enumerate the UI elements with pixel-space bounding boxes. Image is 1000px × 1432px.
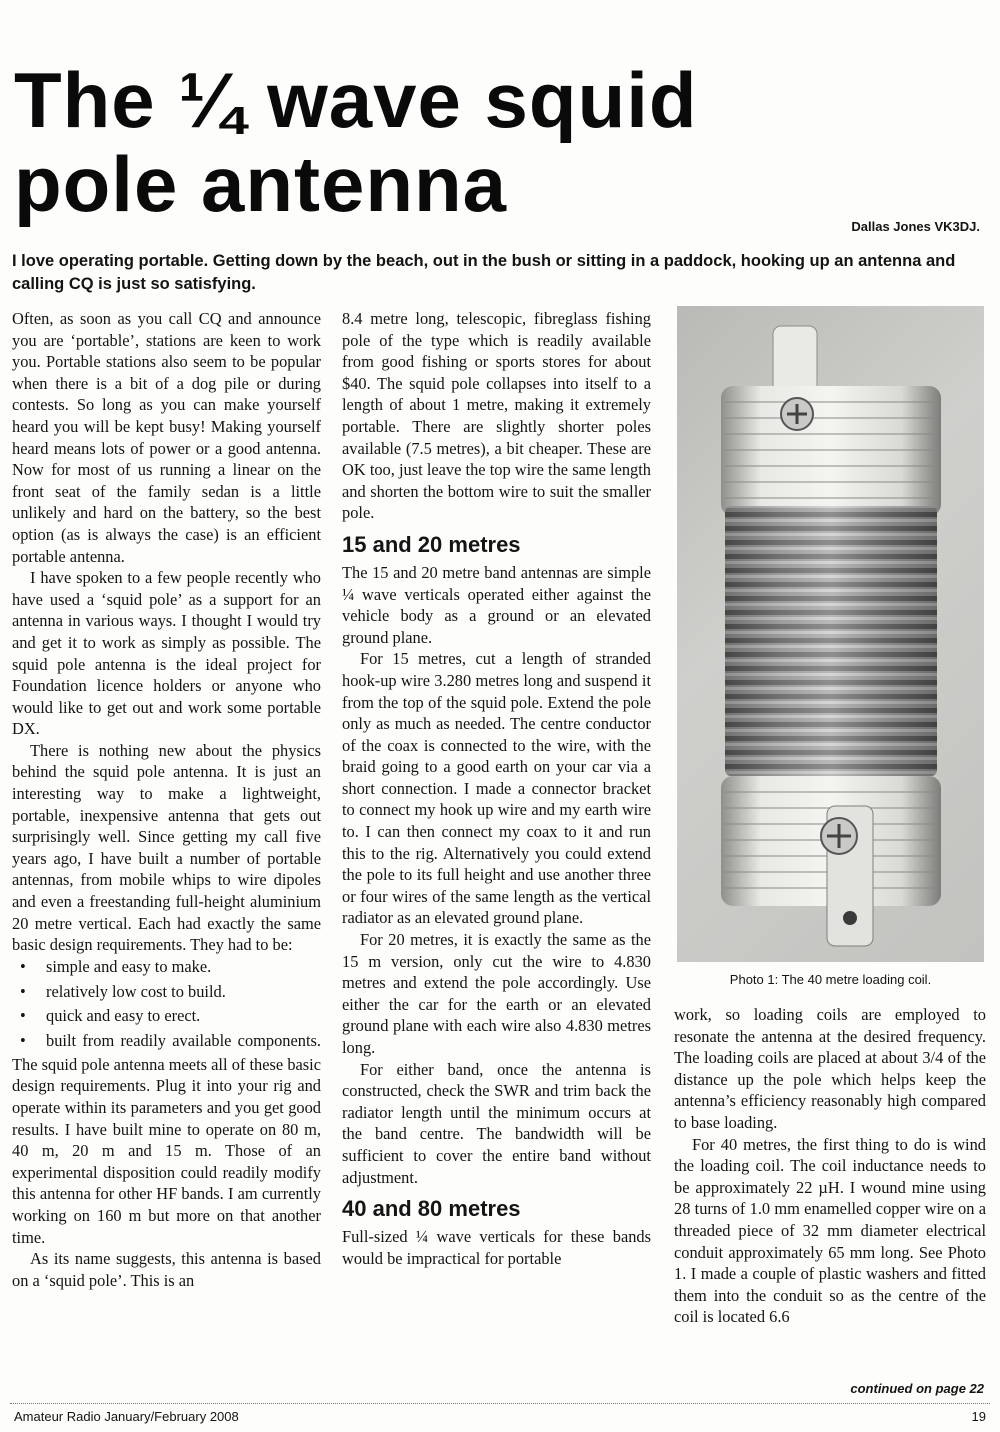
article-title: [14, 58, 698, 226]
coil-illustration: [677, 306, 984, 962]
list-item: • simple and easy to make.: [12, 956, 321, 978]
paragraph: 8.4 metre long, telescopic, fibreglass fishing pole of the type which is readily available from good fishing or sports stores for about $40. The squid pole collapses into itself to a length of about 1 metre, making it extremely portable. There are slightly shorter poles available (7.5 metres), a bit cheaper. These are OK too, just leave the top wire the same length and shorten the bottom wire to suit the smaller pole.: [342, 309, 651, 523]
paragraph: For 40 metres, the first thing to do is wind the loading coil. The coil inductance needs to be approximately 22 µH. I wound mine using 28 turns of 1.0 mm enamelled copper wire on a threaded piece of 32 mm diameter electrical conduit approximately 65 mm long. See Photo 1. I made a couple of plastic washers and fitted them into the conduit so as the centre of the coil is located 6.6: [674, 1134, 986, 1327]
paragraph: There is nothing new about the physics behind the squid pole antenna. It is just an interesting way to make a lightweight, portable, inexpensive antenna that gets out surprisingly well. Since getting my call five years ago, I have built a number of portable antennas, from mobile whips to wire dipoles and even a freestanding full-height aluminium 20 metre vertical. Each had exactly the same basic design requirements. They had to be:: [12, 740, 321, 955]
paragraph: Often, as soon as you call CQ and announce you are ‘portable’, stations are keen to work you. Portable stations also seem to be popular when there is a bit of a dog pile or during contests. So long as you can make yourself heard you will be kept busy! Making yourself heard means lots of power or a good antenna. Now for most of us running a linear on the front seat of the family sedan is a little unlikely and hard on the battery, so the best option (as is always the case) is an efficient portable antenna.: [12, 309, 321, 566]
paragraph: For either band, once the antenna is constructed, check the SWR and trim back the radiator length until the minimum occurs at the band centre. The bandwidth will be sufficient to cover the entire band without adjustment.: [342, 1059, 651, 1187]
paragraph: Full-sized ¼ wave verticals for these bands would be impractical for portable: [342, 1227, 651, 1268]
column-2: [342, 308, 651, 1269]
author-byline: Dallas Jones VK3DJ.: [851, 219, 980, 234]
section-heading: 15 and 20 metres: [342, 531, 521, 557]
footer-publication: Amateur Radio January/February 2008: [14, 1409, 239, 1424]
paragraph: The squid pole antenna meets all of these basic design requirements. Plug it into your rig and operate within its parameters and you get good results. I have built mine to operate on 80 m, 40 m, 20 m and 15 m. Those of an experimental disposition could readily modify this antenna for other HF bands. I am currently working on 160 m but more on that another time.: [12, 1054, 321, 1247]
title-line-2: pole antenna: [14, 140, 508, 228]
list-item: • built from readily available components.: [12, 1030, 321, 1052]
standfirst: I love operating portable. Getting down by the beach, out in the bush or sitting in a paddock, hooking up an antenna and calling CQ is just so satisfying.: [12, 252, 956, 293]
paragraph: I have spoken to a few people recently who have used a ‘squid pole’ as a support for an antenna in various ways. I thought I would try and get it to work as simply as possible. The squid pole antenna is the ideal project for Foundation licence holders or anyone who would like to get out and work some portable DX.: [12, 568, 321, 739]
paragraph: The 15 and 20 metre band antennas are simple ¼ wave verticals operated either against the vehicle body as a ground or an elevated ground plane.: [342, 562, 651, 647]
section-heading: 40 and 80 metres: [342, 1196, 521, 1222]
requirements-list: [12, 956, 321, 1052]
column-1: [12, 308, 321, 1291]
page-number: 19: [971, 1409, 986, 1424]
footer-rule: [10, 1403, 990, 1404]
loading-coil-photo: [677, 306, 984, 962]
photo-caption: Photo 1: The 40 metre loading coil.: [729, 972, 932, 987]
column-3: [674, 1004, 986, 1328]
lug-hole: [843, 911, 857, 925]
paragraph: For 20 metres, it is exactly the same as the 15 m version, only cut the wire to 4.830 metres and extend the pole accordingly. Use either the car for the earth or an elevated ground plane with each wire also 4.830 metres long.: [342, 930, 651, 1057]
paragraph: As its name suggests, this antenna is based on a ‘squid pole’. This is an: [12, 1249, 321, 1290]
paragraph: work, so loading coils are employed to resonate the antenna at the desired frequency. The loading coils are placed at about 3/4 of the distance up the pole which helps keep the antenna’s efficiency reasonably high compared to base loading.: [674, 1005, 986, 1132]
continued-note: continued on page 22: [850, 1381, 984, 1396]
list-item: • relatively low cost to build.: [12, 981, 321, 1003]
title-line-1: The ¼ wave squid: [14, 56, 698, 144]
list-item: • quick and easy to erect.: [12, 1005, 321, 1027]
paragraph: For 15 metres, cut a length of stranded hook-up wire 3.280 metres long and suspend it from the top of the squid pole. Extend the pole only as much as needed. The centre conductor of the coax is connected to the wire, with the braid going to a good earth on your car via a short connection. I made a connector bracket to connect my hook up wire and my earth wire to. I can then connect my coax to it and run this to the rig. Alternatively you could extend the pole to its full height and use another three or four wires of the same length as the vertical radiator as an elevated ground plane.: [342, 649, 651, 928]
